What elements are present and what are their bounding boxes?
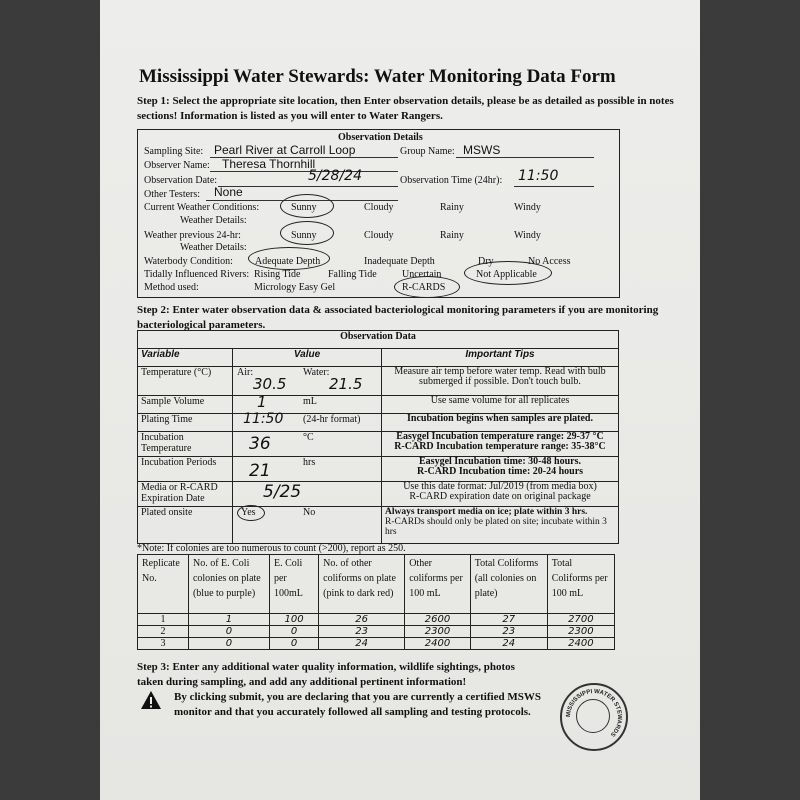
row-plated-onsite: Plated onsite Yes No Always transport media on ice; plate within 3 hrs. R-CARDs should only be plated on site; incubate within 3 hrs (138, 507, 619, 544)
row-incubation-temp: Incubation Temperature 36 °C Easygel Incubation temperature range: 29-37 °C R-CARD Incubation temperature range: 35-38°C (138, 432, 619, 457)
observation-date-field[interactable]: 5/28/24 (308, 168, 362, 184)
observation-data-header: Observation Data (138, 331, 619, 349)
replicate-cell[interactable]: 26 (319, 614, 405, 626)
step2-instructions: Step 2: Enter water observation data & associated bacteriological monitoring parameters if you are monitoring bacteriological parameters. (137, 304, 659, 331)
group-name-field[interactable]: MSWS (463, 143, 501, 157)
replicate-cell[interactable]: 24 (319, 638, 405, 650)
sampling-site-label: Sampling Site: (144, 146, 204, 157)
media-expiration-value[interactable]: 5/25 (263, 482, 302, 502)
step3-instructions: Step 3: Enter any additional water quality information, wildlife sightings, photos taken during sampling, and add any additional pertinent information! (137, 661, 515, 688)
replicate-cell[interactable]: 1 (188, 614, 269, 626)
replicate-cell[interactable]: 27 (470, 614, 547, 626)
replicate-header-3: No. of other coliforms on plate (pink to dark red) (319, 555, 405, 614)
col-tips: Important Tips (382, 349, 619, 367)
incubation-temp-tip-2: R-CARD Incubation temperature range: 35-38°C (394, 441, 606, 452)
media-tip-1: Use this date format: Jul/2019 (from media box) (403, 481, 597, 492)
plated-tip-1: Always transport media on ice; plate within 3 hrs. (385, 507, 588, 517)
water-value[interactable]: 21.5 (329, 375, 363, 393)
prev-weather-rainy[interactable]: Rainy (440, 230, 464, 241)
replicate-cell[interactable]: 2400 (405, 638, 471, 650)
observation-details-box (137, 129, 620, 298)
replicate-number: 2 (138, 626, 189, 638)
warning-icon (140, 690, 162, 710)
waterbody-inadequate[interactable]: Inadequate Depth (364, 256, 435, 267)
replicate-cell[interactable]: 23 (319, 626, 405, 638)
replicate-number: 1 (138, 614, 189, 626)
sampling-site-field[interactable]: Pearl River at Carroll Loop (214, 143, 356, 157)
plating-value[interactable]: 11:50 (243, 411, 284, 427)
replicate-header-4: Other coliforms per 100 mL (405, 555, 471, 614)
current-weather-windy[interactable]: Windy (514, 202, 541, 213)
volume-unit: mL (303, 396, 317, 407)
plated-tip-2: R-CARDs should only be plated on site; incubate within 3 hrs (385, 517, 607, 537)
row-volume: Sample Volume 1 mL Use same volume for all replicates (138, 396, 619, 414)
replicate-cell[interactable]: 0 (188, 626, 269, 638)
weather-details-label: Weather Details: (180, 215, 247, 226)
replicate-cell[interactable]: 23 (470, 626, 547, 638)
other-testers-label: Other Testers: (144, 189, 201, 200)
replicate-header-0: Replicate No. (138, 555, 189, 614)
replicate-cell[interactable]: 2600 (405, 614, 471, 626)
plating-unit: (24-hr format) (303, 414, 361, 425)
replicate-number: 3 (138, 638, 189, 650)
incubation-temp-tip-1: Easygel Incubation temperature range: 29-37 °C (396, 431, 604, 442)
replicate-header-5: Total Coliforms (all colonies on plate) (470, 555, 547, 614)
prev-weather-cloudy[interactable]: Cloudy (364, 230, 394, 241)
incubation-period-unit: hrs (303, 457, 316, 468)
col-variable: Variable (138, 349, 233, 367)
replicate-cell[interactable]: 0 (269, 626, 318, 638)
msws-seal-logo (560, 683, 628, 751)
observation-details-header: Observation Details (338, 132, 423, 143)
certification-disclaimer: By clicking submit, you are declaring that you are currently a certified MSWS monitor and that you accurately followed all sampling and testing protocols. (174, 691, 541, 718)
volume-tip: Use same volume for all replicates (382, 396, 619, 414)
method-rcards[interactable]: R-CARDS (402, 282, 446, 293)
seal-ring-text (562, 685, 626, 749)
volume-value[interactable]: 1 (257, 393, 267, 411)
waterbody-dry[interactable]: Dry (478, 256, 494, 267)
table-row (138, 614, 615, 626)
replicate-cell[interactable]: 2700 (547, 614, 614, 626)
form-paper (100, 0, 700, 800)
replicate-cell[interactable]: 2400 (547, 638, 614, 650)
media-tip-2: R-CARD expiration date on original package (409, 491, 591, 502)
form-title: Mississippi Water Stewards: Water Monitoring Data Form (139, 66, 616, 87)
prev-weather-windy[interactable]: Windy (514, 230, 541, 241)
replicate-header-6: Total Coliforms per 100 mL (547, 555, 614, 614)
other-testers-field[interactable]: None (214, 185, 243, 199)
incubation-period-tip-1: Easygel Incubation time: 30-48 hours. (419, 456, 581, 467)
observation-time-field[interactable]: 11:50 (518, 168, 559, 184)
tidal-rising[interactable]: Rising Tide (254, 269, 301, 280)
air-value[interactable]: 30.5 (253, 375, 287, 393)
table-row (138, 626, 615, 638)
row-temperature: Temperature (°C) Air: 30.5 Water: 21.5 Measure air temp before water temp. Read with bulb submerged if possible. Don't touch bulb. (138, 367, 619, 396)
observer-name-field[interactable]: Theresa Thornhill (222, 157, 316, 171)
temp-tip: Measure air temp before water temp. Read with bulb submerged if possible. Don't touch bulb. (382, 367, 619, 396)
incubation-period-value[interactable]: 21 (249, 461, 271, 481)
replicate-cell[interactable]: 2300 (405, 626, 471, 638)
replicate-cell[interactable]: 0 (269, 638, 318, 650)
plating-tip: Incubation begins when samples are plated. (382, 414, 619, 432)
observer-name-label: Observer Name: (144, 160, 210, 171)
tidal-not-applicable[interactable]: Not Applicable (476, 269, 537, 280)
waterbody-label: Waterbody Condition: (144, 256, 233, 267)
plated-no[interactable]: No (303, 507, 316, 518)
col-value: Value (233, 349, 382, 367)
step1-instructions: Step 1: Select the appropriate site location, then Enter observation details, please be as detailed as possible in notes sections! Information is listed as you will enter to Water Rangers. (137, 95, 674, 122)
replicate-cell[interactable]: 0 (188, 638, 269, 650)
waterbody-no-access[interactable]: No Access (528, 256, 571, 267)
incubation-temp-value[interactable]: 36 (249, 434, 271, 454)
current-weather-cloudy[interactable]: Cloudy (364, 202, 394, 213)
air-label: Air: (237, 367, 254, 378)
observation-data-table (137, 330, 619, 544)
tidal-falling[interactable]: Falling Tide (328, 269, 377, 280)
tidal-uncertain[interactable]: Uncertain (402, 269, 442, 280)
row-plating: Plating Time 11:50 (24-hr format) Incubation begins when samples are plated. (138, 414, 619, 432)
incubation-period-tip-2: R-CARD Incubation time: 20-24 hours (416, 466, 584, 477)
weather-details-label: Weather Details: (180, 242, 247, 253)
current-weather-rainy[interactable]: Rainy (440, 202, 464, 213)
current-weather-sunny[interactable]: Sunny (291, 202, 317, 213)
plated-yes[interactable]: Yes (241, 507, 256, 518)
observation-date-label: Observation Date: (144, 175, 218, 186)
prev-weather-sunny[interactable]: Sunny (291, 230, 317, 241)
row-incubation-period: Incubation Periods 21 hrs Easygel Incubation time: 30-48 hours. R-CARD Incubation time: 20-24 hours (138, 457, 619, 482)
svg-text:MISSISSIPPI WATER STEWARDS: MISSISSIPPI WATER STEWARDS (565, 688, 623, 738)
group-name-label: Group Name: (400, 146, 455, 157)
waterbody-adequate[interactable]: Adequate Depth (255, 256, 321, 267)
method-label: Method used: (144, 282, 199, 293)
replicate-cell[interactable]: 100 (269, 614, 318, 626)
replicate-table (137, 554, 615, 650)
replicate-cell[interactable]: 24 (470, 638, 547, 650)
replicate-header-2: E. Coli per 100mL (269, 555, 318, 614)
colony-note: *Note: If colonies are too numerous to count (>200), report as 250. (137, 543, 406, 554)
table-row (138, 638, 615, 650)
water-label: Water: (303, 367, 330, 378)
observation-time-label: Observation Time (24hr): (400, 175, 503, 186)
row-media-expiration: Media or R-CARD Expiration Date 5/25 Use this date format: Jul/2019 (from media box) R-CARD expiration date on original package (138, 482, 619, 507)
replicate-cell[interactable]: 2300 (547, 626, 614, 638)
weather-prev-label: Weather previous 24-hr: (144, 230, 241, 241)
replicate-header-1: No. of E. Coli colonies on plate (blue to purple) (188, 555, 269, 614)
incubation-temp-unit: °C (303, 432, 314, 443)
method-easygel[interactable]: Micrology Easy Gel (254, 282, 336, 293)
tidal-label: Tidally Influenced Rivers: (144, 269, 250, 280)
current-weather-label: Current Weather Conditions: (144, 202, 260, 213)
